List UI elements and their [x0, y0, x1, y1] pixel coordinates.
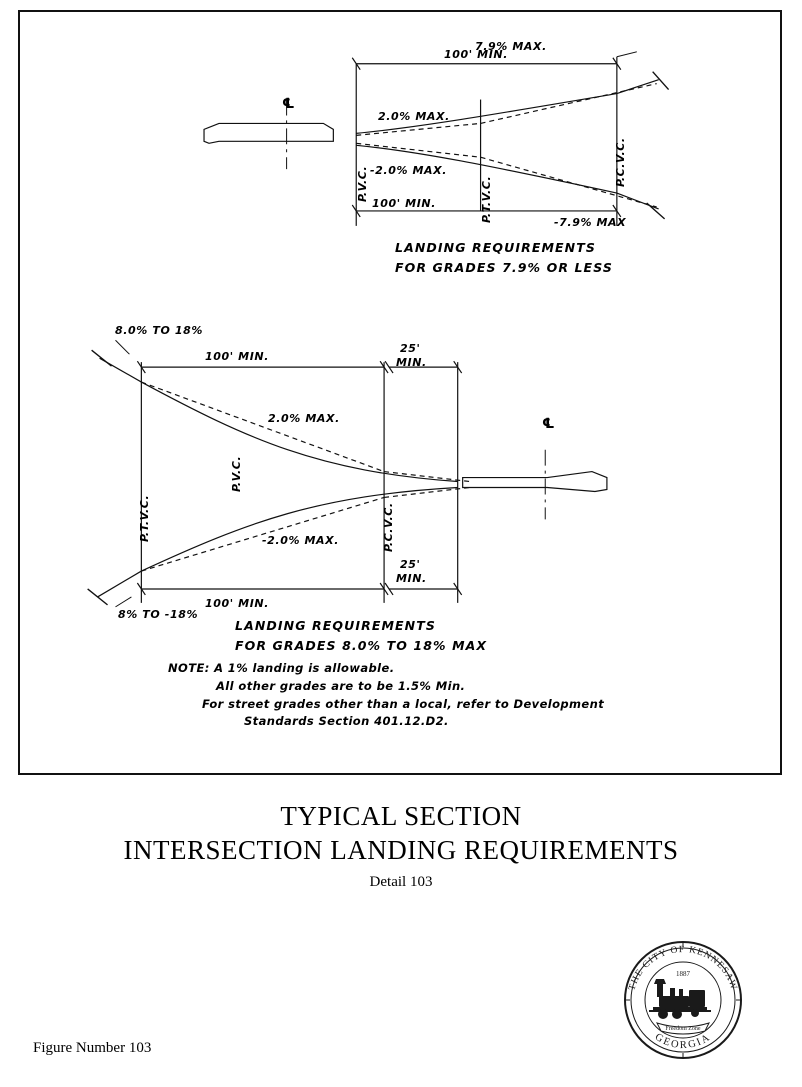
bottom-diagram-landing-lower-label: -2.0% MAX.	[262, 534, 340, 547]
top-diagram-caption-line-1: LANDING REQUIREMENTS	[395, 240, 596, 255]
bottom-diagram-bottom-right-dimension-line-2: MIN.	[396, 572, 427, 585]
bottom-diagram-centerline-symbol: ℄	[542, 416, 556, 432]
bottom-diagram-top-right-dimension-line-1: 25'	[400, 342, 421, 355]
note-line-1: NOTE: A 1% landing is allowable.	[168, 661, 395, 675]
top-diagram-centerline-symbol: ℄	[282, 96, 296, 112]
svg-text:THE CITY OF KENNESAW: THE CITY OF KENNESAW	[627, 944, 739, 992]
bottom-diagram-grade-lower-label: 8% TO -18%	[118, 608, 199, 621]
city-seal-graphic	[613, 930, 753, 1070]
top-diagram-caption-line-2: FOR GRADES 7.9% OR LESS	[395, 260, 613, 275]
top-diagram-landing-lower-label: -2.0% MAX.	[370, 164, 448, 177]
svg-text:GEORGIA: GEORGIA	[652, 1031, 714, 1052]
bottom-diagram-grade-upper-label: 8.0% TO 18%	[115, 324, 203, 337]
bottom-diagram-bottom-dimension-label: 100' MIN.	[205, 597, 269, 610]
top-diagram-pvc-label: P.V.C.	[356, 165, 369, 202]
figure-number-label: Figure Number 103	[33, 1040, 152, 1056]
top-diagram-min-grade-label: -7.9% MAX	[554, 216, 627, 229]
bottom-diagram-caption-line-1: LANDING REQUIREMENTS	[235, 618, 436, 633]
caption-block	[0, 800, 802, 891]
note-line-3: For street grades other than a local, refer to Development	[202, 696, 605, 711]
bottom-diagram-bottom-right-dimension-line-1: 25'	[400, 558, 421, 571]
bottom-diagram-pvc-label: P.V.C.	[230, 455, 243, 492]
drawing-frame	[18, 10, 782, 775]
notes-block	[168, 660, 604, 731]
detail-label: Detail 103	[369, 873, 433, 890]
top-diagram-top-dimension-label: 100' MIN.	[444, 48, 508, 61]
top-diagram-bottom-dimension-label: 100' MIN.	[372, 197, 436, 210]
svg-text:1887: 1887	[676, 970, 690, 978]
svg-text:Freedom Zone: Freedom Zone	[665, 1026, 701, 1032]
bottom-diagram-ptvc-label: P.T.V.C.	[138, 494, 151, 542]
bottom-diagram-caption-line-2: FOR GRADES 8.0% TO 18% MAX	[235, 638, 488, 653]
drawing-vector-layer	[20, 12, 780, 773]
bottom-diagram-top-right-dimension-line-2: MIN.	[396, 356, 427, 369]
top-diagram-ptvc-label: P.T.V.C.	[480, 175, 493, 223]
note-line-4: Standards Section 401.12.D2.	[244, 714, 449, 729]
top-diagram-pcvc-label: P.C.V.C.	[614, 137, 627, 187]
city-seal	[613, 930, 753, 1070]
note-line-2: All other grades are to be 1.5% Min.	[216, 678, 466, 693]
bottom-diagram-pcvc-label: P.C.V.C.	[382, 502, 395, 552]
page-title-line-1: TYPICAL SECTION	[280, 801, 522, 831]
page-title-line-2: INTERSECTION LANDING REQUIREMENTS	[123, 834, 679, 865]
top-diagram-max-grade-label: 7.9% MAX.	[475, 40, 547, 53]
bottom-diagram-landing-upper-label: 2.0% MAX.	[268, 412, 340, 425]
bottom-diagram-top-dimension-label: 100' MIN.	[205, 350, 269, 363]
top-diagram-landing-upper-label: 2.0% MAX.	[378, 110, 450, 123]
